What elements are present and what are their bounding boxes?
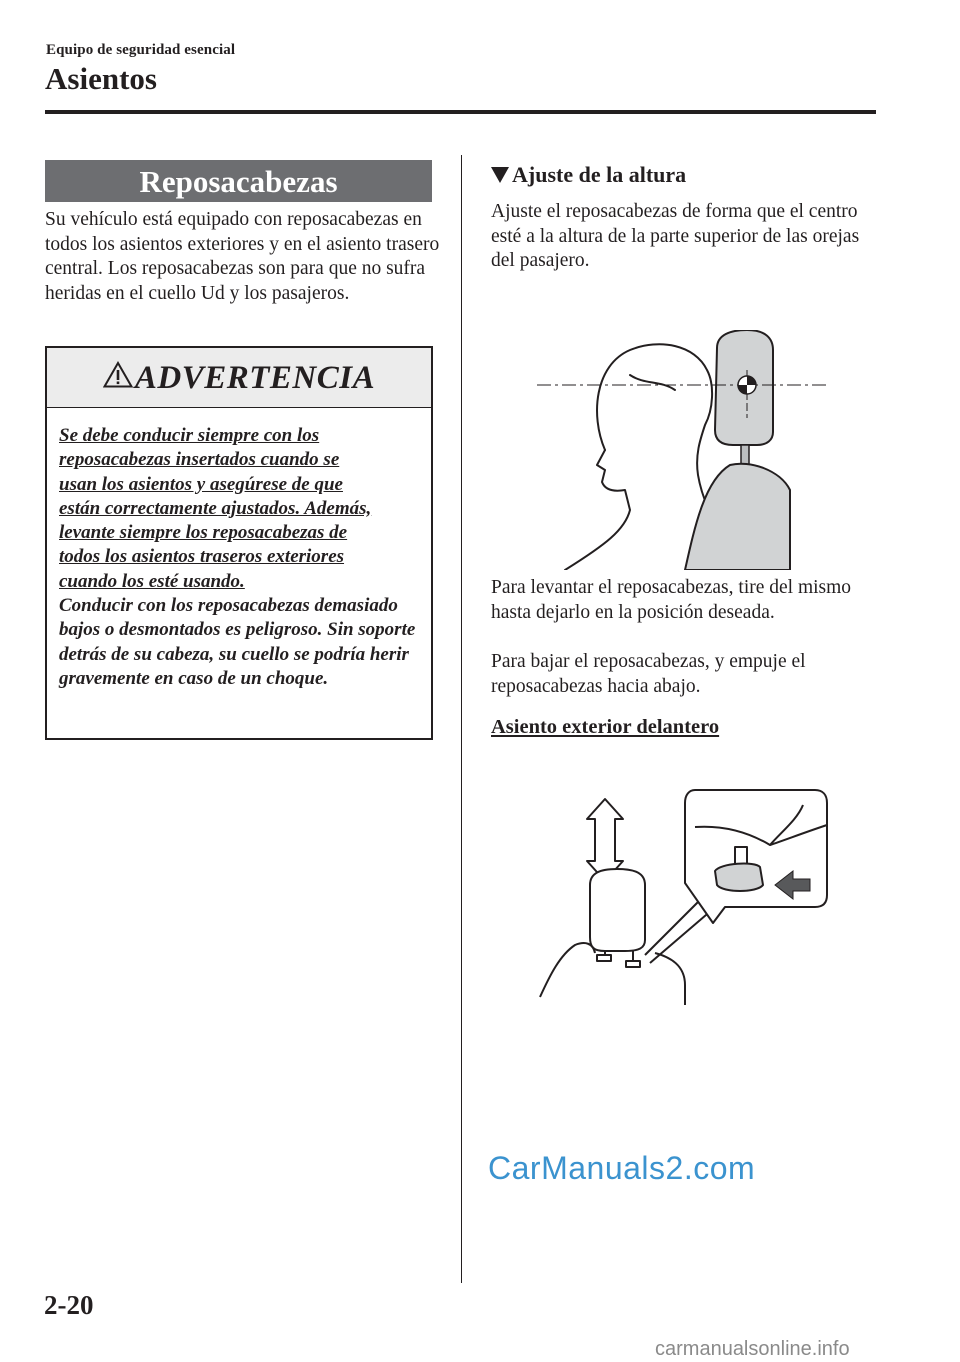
column-divider: [461, 155, 462, 1283]
seat-heading: Asiento exterior delantero: [491, 716, 720, 738]
subsection-heading: [491, 160, 686, 190]
headrest-adjust-illustration: [535, 785, 835, 1005]
watermark: CarManuals2.com: [488, 1150, 756, 1186]
paragraph-adjust: Ajuste el reposacabezas de forma que el centro esté a la altura de la parte superior de las orejas del pasajero.: [491, 201, 860, 271]
footer-site-link[interactable]: carmanualsonline.info: [655, 1338, 850, 1360]
warning-box: [45, 346, 433, 740]
warning-header: [47, 348, 431, 408]
head-alignment-illustration: [535, 330, 835, 570]
paragraph-raise: Para levantar el reposacabezas, tire del mismo hasta dejarlo en la posición deseada.: [491, 577, 852, 623]
chapter-kicker: Equipo de seguridad esencial: [46, 42, 236, 58]
warning-triangle-icon: [103, 361, 133, 388]
warning-plain-text: Conducir con los reposacabezas demasiado bajos o desmontados es peligroso. Sin soporte detrás de su cabeza, su cuello se podría herir gravemente en caso de un choque.: [59, 595, 416, 689]
paragraph-lower: Para bajar el reposacabezas, y empuje el reposacabezas hacia abajo.: [491, 651, 806, 697]
section-title: Reposacabezas: [45, 160, 432, 202]
subsection-title: Ajuste de la altura: [512, 162, 687, 187]
header-rule: [45, 110, 876, 114]
section-intro: Su vehículo está equipado con reposacabezas en todos los asientos exteriores y en el asiento trasero central. Los reposacabezas son para que no sufra heridas en el cuello Ud y los pasajeros.: [45, 209, 440, 304]
warning-underlined-text: Se debe conducir siempre con los reposacabezas insertados cuando se usan los asientos y asegúrese de que están correctamente ajustados. Además, levante siempre los reposacabezas de todos los asientos traseros exteriores cuando los esté usando.: [59, 425, 372, 592]
page-number: 2-20: [44, 1290, 94, 1320]
warning-title: ADVERTENCIA: [134, 360, 376, 396]
down-triangle-icon: [491, 167, 509, 183]
chapter-title: Asientos: [45, 61, 157, 96]
warning-body: [59, 424, 431, 691]
